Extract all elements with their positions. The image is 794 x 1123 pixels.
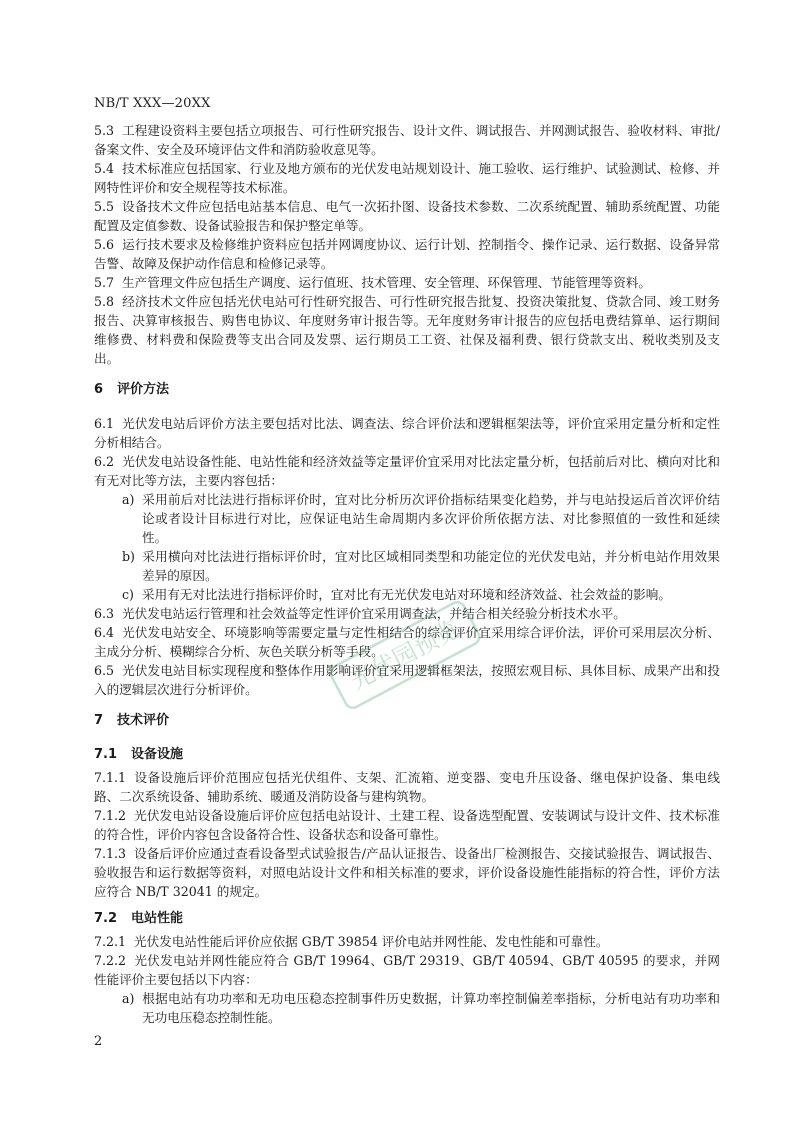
list-item-7-2-2-a: a) 根据电站有功功率和无功电压稳态控制事件历史数据，计算功率控制偏差率指标，分析电站有功功率和无功电压稳态控制性能。: [122, 991, 720, 1025]
document-header-id: NB/T XXX—20XX: [94, 96, 211, 111]
clause-5-7: 5.7 生产管理文件应包括生产调度、运行值班、技术管理、安全管理、环保管理、节能管理等资料。: [94, 275, 651, 290]
list-item-6-2-a: a) 采用前后对比法进行指标评价时，宜对比分析历次评价指标结果变化趋势，并与电站投运后首次评价结论或者设计目标进行对比，应保证电站生命周期内多次评价所依据方法、对比参照值的一致性和延续性。: [122, 492, 720, 545]
clause-7-1-1: 7.1.1 设备设施后评价范围应包括光伏组件、支架、汇流箱、逆变器、变电升压设备、继电保护设备、集电线路、二次系统设备、辅助系统、暖通及消防设备与建构筑物。: [94, 770, 720, 804]
section-7-heading: 7 技术评价: [94, 713, 170, 728]
clause-5-3: 5.3 工程建设资料主要包括立项报告、可行性研究报告、设计文件、调试报告、并网测试报告、验收材料、审批/备案文件、安全及环境评估文件和消防验收意见等。: [94, 123, 720, 157]
clause-6-1: 6.1 光伏发电站后评价方法主要包括对比法、调查法、综合评价法和逻辑框架法等，评价宜采用定量分析和定性分析相结合。: [94, 416, 720, 450]
section-6-heading: 6 评价方法: [94, 382, 170, 397]
clause-5-5: 5.5 设备技术文件应包括电站基本信息、电气一次拓扑图、设备技术参数、二次系统配置、辅助系统配置、功能配置及定值参数、设备试验报告和保护整定单等。: [94, 199, 720, 233]
section-7-1-heading: 7.1 设备设施: [94, 747, 184, 762]
clause-5-8: 5.8 经济技术文件应包括光伏电站可行性研究报告、可行性研究报告批复、投资决策批复、贷款合同、竣工财务报告、决算审核报告、购售电协议、年度财务审计报告等。无年度财务审计报告的应包括电费结算单、运行期间维修费、材料费和保险费等支出合同及发票、运行期员工工资、社保及福利费、银行贷款支出、税收类别及支出。: [94, 294, 720, 366]
clause-6-2: 6.2 光伏发电站设备性能、电站性能和经济效益等定量评价宜采用对比法定量分析，包括前后对比、横向对比和有无对比等方法，主要内容包括：: [94, 454, 720, 488]
clause-7-1-3: 7.1.3 设备后评价应通过查看设备型式试验报告/产品认证报告、设备出厂检测报告、交接试验报告、调试报告、验收报告和运行数据等资料，对照电站设计文件和相关标准的要求，评价设备设施性能指标的符合性，评价方法应符合 NB/T 32041 的规定。: [94, 846, 720, 899]
clause-5-4: 5.4 技术标准应包括国家、行业及地方颁布的光伏发电站规划设计、施工验收、运行维护、试验测试、检修、并网特性评价和安全规程等技术标准。: [94, 161, 720, 195]
watermark-text: 光伏园预览: [345, 614, 465, 696]
clause-7-1-2: 7.1.2 光伏发电站设备设施后评价应包括电站设计、土建工程、设备选型配置、安装调试与设计文件、技术标准的符合性，评价内容包含设备符合性、设备状态和设备可靠性。: [94, 808, 720, 842]
page-number: 2: [94, 1034, 103, 1049]
clause-7-2-1: 7.2.1 光伏发电站性能后评价应依据 GB/T 39854 评价电站并网性能、发电性能和可靠性。: [94, 934, 609, 949]
clause-6-5: 6.5 光伏发电站目标实现程度和整体作用影响评价宜采用逻辑框架法，按照宏观目标、具体目标、成果产出和投入的逻辑层次进行分析评价。: [94, 663, 720, 697]
clause-6-3: 6.3 光伏发电站运行管理和社会效益等定性评价宜采用调查法，并结合相关经验分析技术水平。: [94, 606, 626, 621]
clause-5-6: 5.6 运行技术要求及检修维护资料应包括并网调度协议、运行计划、控制指令、操作记录、运行数据、设备异常告警、故障及保护动作信息和检修记录等。: [94, 237, 720, 271]
list-item-6-2-c: c) 采用有无对比法进行指标评价时，宜对比有无光伏发电站对环境和经济效益、社会效益的影响。: [122, 587, 671, 602]
document-body: [94, 121, 720, 1027]
clause-7-2-2: 7.2.2 光伏发电站并网性能应符合 GB/T 19964、GB/T 29319、GB/T 40594、GB/T 40595 的要求，并网性能评价主要包括以下内容：: [94, 953, 720, 987]
clause-6-4: 6.4 光伏发电站安全、环境影响等需要定量与定性相结合的综合评价宜采用综合评价法，评价可采用层次分析、主成分分析、模糊综合分析、灰色关联分析等手段。: [94, 625, 720, 659]
list-item-6-2-b: b) 采用横向对比法进行指标评价时，宜对比区域相同类型和功能定位的光伏发电站，并分析电站作用效果差异的原因。: [122, 549, 720, 583]
section-7-2-heading: 7.2 电站性能: [94, 911, 184, 926]
